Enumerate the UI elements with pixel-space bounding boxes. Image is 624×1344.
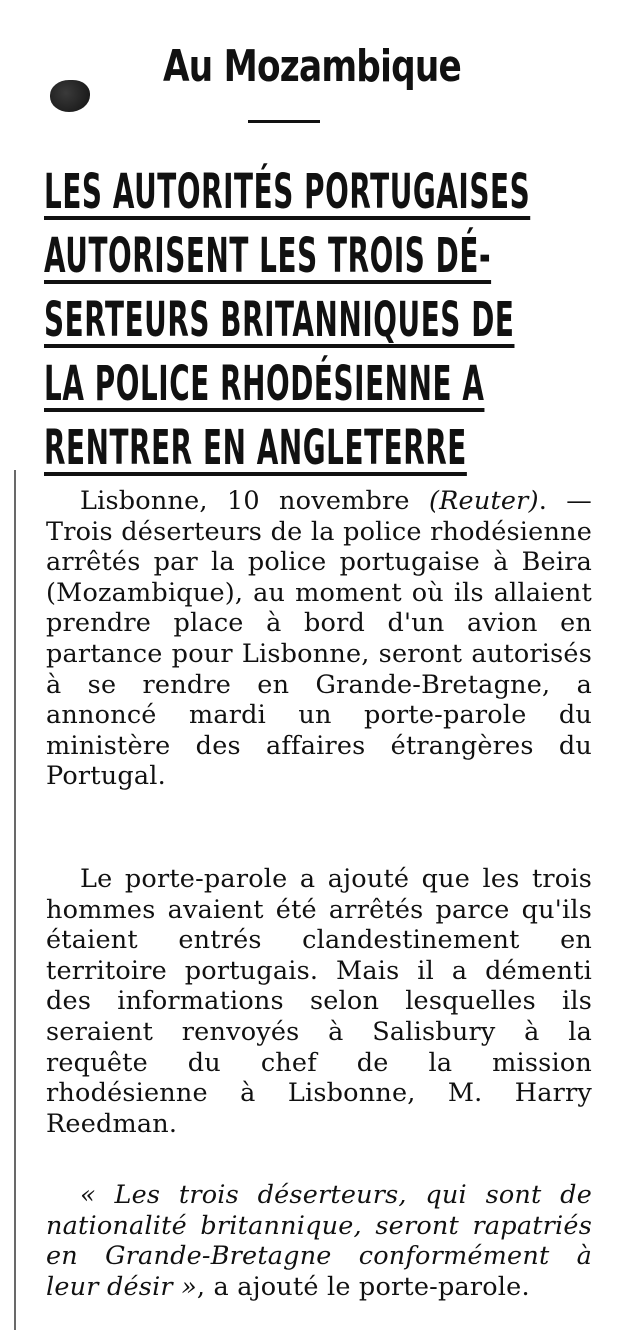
article-body: [46, 486, 592, 1312]
column-rule: [14, 470, 16, 1330]
paragraph-2: Le porte-parole a ajouté que les trois hommes avaient été arrêtés parce qu'ils étaient entrés clandestinement en territoire portugais. Mais il a démenti des informations selon lesquelles ils seraient renvoyés à Salisbury à la requête du chef de la mission rhodésienne à Lisbonne, M. Harry Reedman.: [46, 864, 592, 1139]
dateline: Lisbonne, 10 novembre: [80, 486, 410, 516]
news-agency: (Reuter): [428, 486, 539, 516]
paragraph-3-text: , a ajouté le porte-parole.: [196, 1271, 530, 1302]
kicker-heading: Au Mozambique: [162, 41, 462, 92]
headline-line-5: RENTRER EN ANGLETERRE: [44, 420, 467, 476]
paragraph-3: [46, 1180, 592, 1302]
headline: [44, 160, 604, 480]
headline-line-2: AUTORISENT LES TROIS DÉ-: [44, 228, 492, 284]
headline-line-4: LA POLICE RHODÉSIENNE A: [44, 356, 485, 412]
kicker-divider: [248, 120, 320, 123]
paragraph-1-text: . — Trois déserteurs de la police rhodésienne arrêtés par la police portugaise à Beira (Mozambique), au moment où ils allaient prendre place à bord d'un avion en partance pour Lisbonne, seront autorisés à se rendre en Grande-Bretagne, a annoncé mardi un porte-parole du ministère des affaires étrangères du Portugal.: [46, 486, 592, 792]
headline-line-3: SERTEURS BRITANNIQUES DE: [44, 292, 515, 348]
headline-line-1: LES AUTORITÉS PORTUGAISES: [44, 164, 531, 220]
quotation: « Les trois déserteurs, qui sont de nationalité britannique, seront rapatriés en Grande-Bretagne conformément à leur désir »: [46, 1180, 592, 1302]
paragraph-1: [46, 486, 592, 854]
